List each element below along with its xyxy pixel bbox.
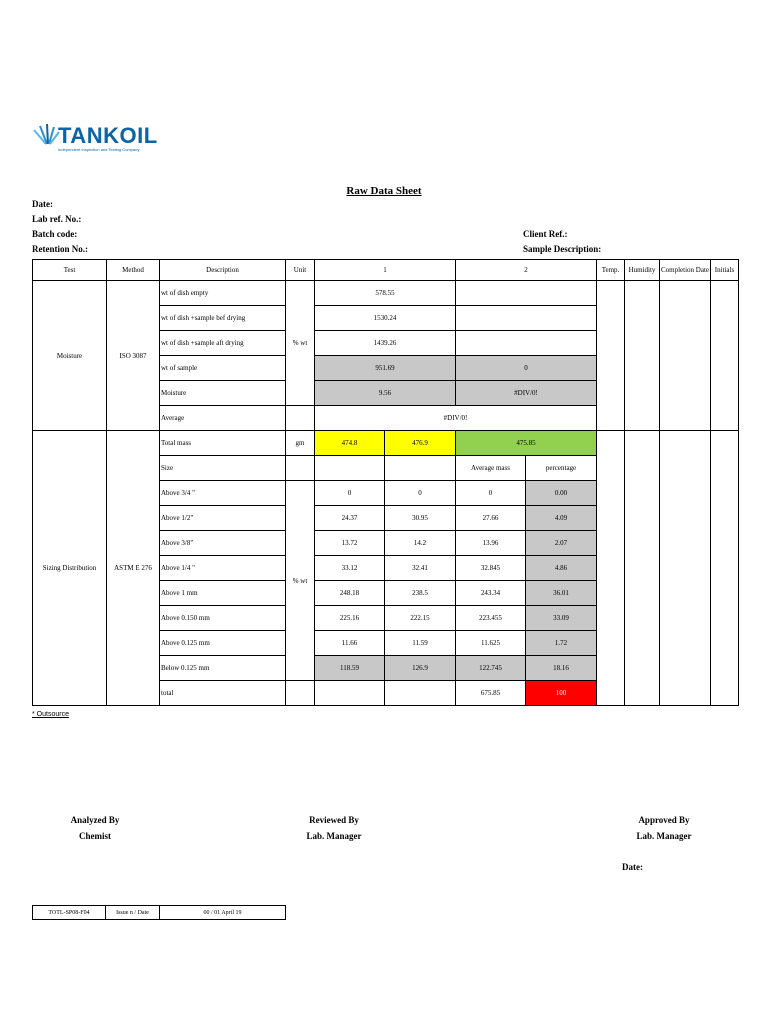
approved-by-label: Approved By — [638, 815, 690, 825]
row-description: Size — [160, 456, 286, 481]
row-description: Above 0.125 mm — [160, 631, 286, 656]
sizing-unit: % wt — [286, 481, 315, 681]
row-description: Above 0.150 mm — [160, 606, 286, 631]
mass-a: 118.59 — [315, 656, 385, 681]
row-description: Above 3/4 " — [160, 481, 286, 506]
logo-name: TANKOIL — [58, 123, 158, 148]
total-percentage: 100 — [526, 681, 597, 706]
average-value: #DIV/0! — [315, 406, 597, 431]
form-info-row — [33, 906, 286, 920]
sizing-humidity — [625, 431, 660, 706]
average-unit — [286, 406, 315, 431]
percentage: 0.00 — [526, 481, 597, 506]
moisture-completion-date — [660, 281, 711, 431]
total-unit — [286, 681, 315, 706]
mass-b: 222.15 — [385, 606, 456, 631]
total-average-mass: 675.85 — [456, 681, 526, 706]
approval-date-label: Date: — [622, 862, 643, 872]
average-mass: 243.34 — [456, 581, 526, 606]
form-issue-value: 00 / 01 April 19 — [160, 906, 286, 920]
date-label: Date: — [32, 199, 53, 209]
mass-b: 30.95 — [385, 506, 456, 531]
average-mass: 11.625 — [456, 631, 526, 656]
mass-a: 0 — [315, 481, 385, 506]
average-mass: 13.96 — [456, 531, 526, 556]
moisture-test: Moisture — [33, 281, 107, 431]
moisture-initials — [711, 281, 739, 431]
row-description: Total mass — [160, 431, 286, 456]
lab-ref-label: Lab ref. No.: — [32, 214, 82, 224]
mass-a: 11.66 — [315, 631, 385, 656]
size-unit — [286, 456, 315, 481]
total-b — [385, 681, 456, 706]
mass-b: 11.59 — [385, 631, 456, 656]
table-row — [33, 281, 739, 306]
form-issue-label: Issue n / Date — [106, 906, 160, 920]
row-description: Above 3/8" — [160, 531, 286, 556]
trial-2-value: #DIV/0! — [456, 381, 597, 406]
company-logo — [32, 120, 172, 160]
approved-role: Lab. Manager — [636, 831, 692, 841]
raw-data-table — [32, 259, 739, 706]
trial-1-value: 1439.26 — [315, 331, 456, 356]
row-description: Above 1 mm — [160, 581, 286, 606]
average-mass: 122.745 — [456, 656, 526, 681]
sizing-initials — [711, 431, 739, 706]
form-code: TOTL-SP08-F04 — [33, 906, 106, 920]
moisture-method: ISO 3087 — [107, 281, 160, 431]
mass-a: 33.12 — [315, 556, 385, 581]
trial-1-value: 9.56 — [315, 381, 456, 406]
analyzed-by-label: Analyzed By — [70, 815, 120, 825]
percentage: 33.09 — [526, 606, 597, 631]
mass-b: 14.2 — [385, 531, 456, 556]
average-mass: 0 — [456, 481, 526, 506]
sizing-method: ASTM E 276 — [107, 431, 160, 706]
table-row — [33, 431, 739, 456]
trial-2-value: 0 — [456, 356, 597, 381]
col-method: Method — [107, 260, 160, 281]
row-description: wt of dish empty — [160, 281, 286, 306]
percentage: 36.01 — [526, 581, 597, 606]
sizing-test: Sizing Distribution — [33, 431, 107, 706]
sizing-completion-date — [660, 431, 711, 706]
trial-2-value — [456, 281, 597, 306]
form-info-table — [32, 905, 286, 920]
col-test: Test — [33, 260, 107, 281]
size-b — [385, 456, 456, 481]
row-description: total — [160, 681, 286, 706]
row-description: wt of dish +sample aft drying — [160, 331, 286, 356]
trial-1-value: 1530.24 — [315, 306, 456, 331]
mass-a: 225.16 — [315, 606, 385, 631]
total-mass-average: 475.85 — [456, 431, 597, 456]
col-trial-2: 2 — [456, 260, 597, 281]
analyzed-role: Chemist — [79, 831, 111, 841]
sizing-temp — [597, 431, 625, 706]
average-mass: 27.66 — [456, 506, 526, 531]
col-description: Description — [160, 260, 286, 281]
percentage-header: percentage — [526, 456, 597, 481]
row-description: wt of dish +sample bef drying — [160, 306, 286, 331]
outsource-note: * Outsource — [32, 711, 69, 718]
reviewed-role: Lab. Manager — [306, 831, 362, 841]
gm-unit: gm — [286, 431, 315, 456]
moisture-temp — [597, 281, 625, 431]
row-description: Moisture — [160, 381, 286, 406]
average-label: Average — [160, 406, 286, 431]
moisture-humidity — [625, 281, 660, 431]
mass-b: 32.41 — [385, 556, 456, 581]
batch-code-label: Batch code: — [32, 229, 78, 239]
retention-label: Retention No.: — [32, 244, 88, 254]
col-trial-1: 1 — [315, 260, 456, 281]
row-description: Above 1/4 " — [160, 556, 286, 581]
trial-2-value — [456, 331, 597, 356]
trial-2-value — [456, 306, 597, 331]
sample-description-label: Sample Description: — [523, 244, 602, 254]
mass-a: 13.72 — [315, 531, 385, 556]
percentage: 1.72 — [526, 631, 597, 656]
moisture-unit: % wt — [286, 281, 315, 406]
average-mass-header: Average mass — [456, 456, 526, 481]
logo-burst-icon — [32, 122, 60, 148]
percentage: 2.07 — [526, 531, 597, 556]
logo-tagline: Independent Inspection and Testing Company — [58, 147, 140, 152]
percentage: 18.16 — [526, 656, 597, 681]
reviewed-by-label: Reviewed By — [309, 815, 359, 825]
total-a — [315, 681, 385, 706]
row-description: wt of sample — [160, 356, 286, 381]
mass-b: 126.9 — [385, 656, 456, 681]
client-ref-label: Client Ref.: — [523, 229, 568, 239]
row-description: Below 0.125 mm — [160, 656, 286, 681]
average-mass: 32.845 — [456, 556, 526, 581]
trial-1-value: 578.55 — [315, 281, 456, 306]
col-humidity: Humidity — [625, 260, 660, 281]
trial-1-value: 951.69 — [315, 356, 456, 381]
row-description: Above 1/2" — [160, 506, 286, 531]
mass-a: 248.18 — [315, 581, 385, 606]
table-header-row — [33, 260, 739, 281]
percentage: 4.09 — [526, 506, 597, 531]
total-mass-a: 474.8 — [315, 431, 385, 456]
page-title: Raw Data Sheet — [346, 185, 422, 197]
mass-b: 238.5 — [385, 581, 456, 606]
col-temp: Temp. — [597, 260, 625, 281]
percentage: 4.86 — [526, 556, 597, 581]
mass-a: 24.37 — [315, 506, 385, 531]
total-mass-b: 476.9 — [385, 431, 456, 456]
mass-b: 0 — [385, 481, 456, 506]
average-mass: 223.455 — [456, 606, 526, 631]
col-initials: Initials — [711, 260, 739, 281]
col-unit: Unit — [286, 260, 315, 281]
col-completion-date: Completion Date — [660, 260, 711, 281]
size-a — [315, 456, 385, 481]
